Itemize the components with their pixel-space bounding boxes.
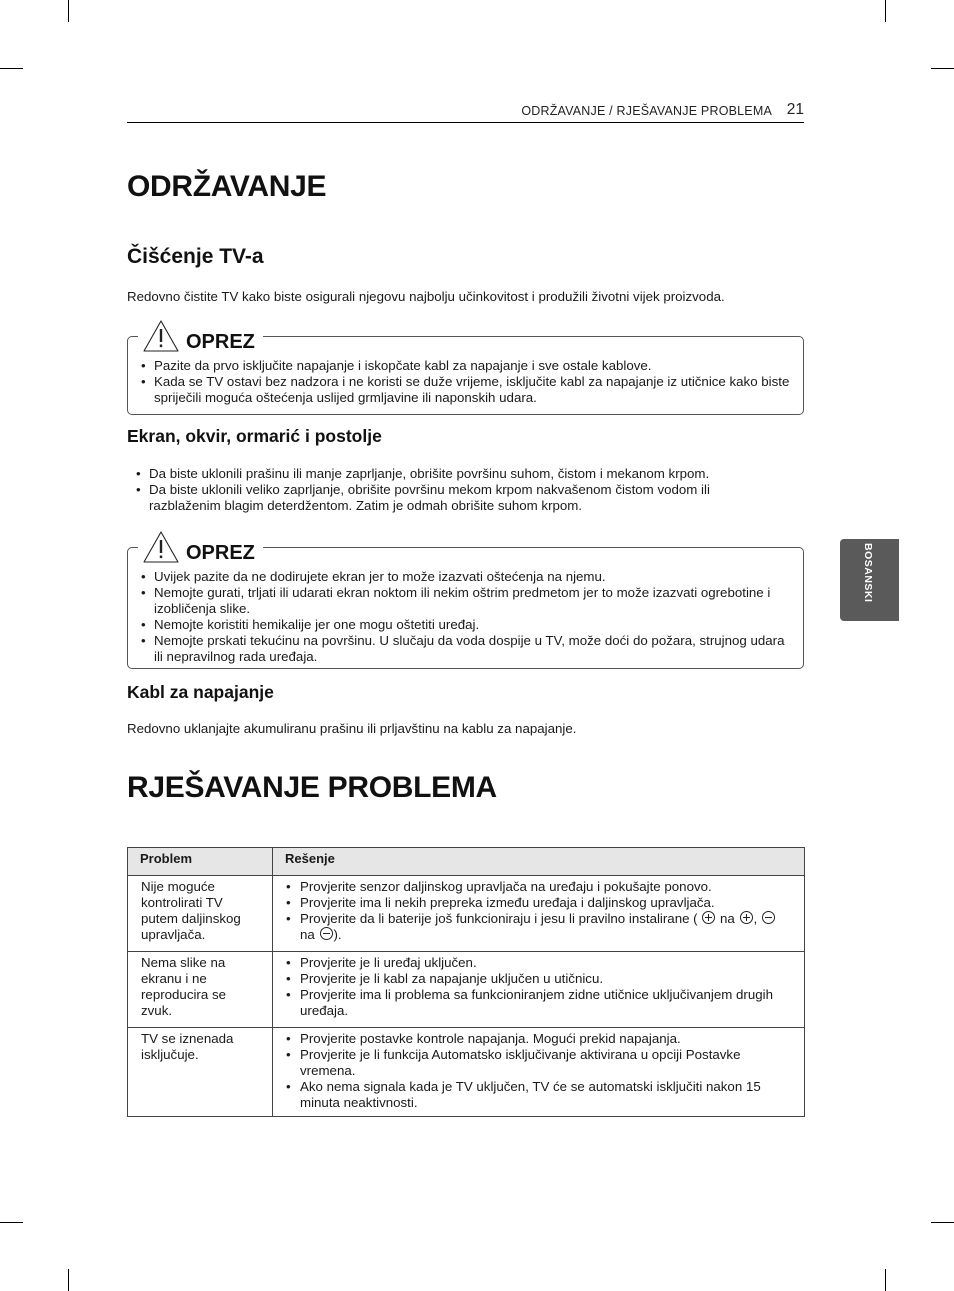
- column-header-solution: Rešenje: [273, 848, 805, 876]
- warning-icon: [142, 530, 180, 564]
- list-item: • Provjerite ima li problema sa funkcioniranjem zidne utičnice uključivanjem drugih uređaja.: [285, 987, 792, 1019]
- page-number: 21: [786, 101, 804, 118]
- table-header-row: [128, 848, 805, 876]
- battery-text: ,: [753, 911, 758, 926]
- list-item: • Provjerite je li funkcija Automatsko isključivanje aktivirana u opciji Postavke vremena.: [285, 1047, 792, 1079]
- list-item: • Pazite da prvo isključite napajanje i iskopčate kabl za napajanje i sve ostale kablove.: [140, 358, 793, 374]
- list-item: [285, 911, 792, 943]
- troubleshooting-table: [127, 847, 805, 1117]
- caution-box: [127, 542, 804, 669]
- problem-cell: Nije moguće kontrolirati TV putem daljinskog upravljača.: [128, 876, 273, 952]
- list-item: • Da biste uklonili prašinu ili manje zaprljanje, obrišite površinu suhom, čistom i mekanom krpom.: [135, 466, 775, 482]
- problem-cell: TV se iznenada isključuje.: [128, 1028, 273, 1117]
- list-item: • Da biste uklonili veliko zaprljanje, obrišite površinu mekom krpom nakvašenom čistom vodom ili razblaženim blagim deterdžentom. Zatim je odmah obrišite suhom krpom.: [135, 482, 775, 514]
- problem-cell: Nema slike na ekranu i ne reproducira se zvuk.: [128, 952, 273, 1028]
- crop-mark: [68, 1269, 69, 1291]
- screen-section-title: Ekran, okvir, ormarić i postolje: [127, 426, 382, 446]
- cleaning-intro: Redovno čistite TV kako biste osigurali njegovu najbolju učinkovitost i produžili životni vijek proizvoda.: [127, 289, 725, 304]
- power-cable-title: Kabl za napajanje: [127, 682, 274, 702]
- caution-header: [138, 530, 263, 564]
- power-cable-text: Redovno uklanjajte akumuliranu prašinu ili prljavštinu na kablu za napajanje.: [127, 721, 577, 736]
- list-item: • Provjerite je li uređaj uključen.: [285, 955, 792, 971]
- caution-title: OPREZ: [186, 542, 255, 564]
- solution-list: [285, 955, 792, 1019]
- crop-mark: [885, 1269, 886, 1291]
- caution-box: [127, 331, 804, 415]
- caution-list: [140, 358, 793, 406]
- solution-list: [285, 1031, 792, 1111]
- running-header: [127, 100, 804, 123]
- list-item: • Nemojte prskati tekućinu na površinu. U slučaju da voda dospije u TV, može doći do požara, strujnog udara ili nepravilnog rada uređaja.: [140, 633, 793, 665]
- list-item: • Nemojte gurati, trljati ili udarati ekran noktom ili nekim oštrim predmetom jer to može izazvati ogrebotine i izobličenja slike.: [140, 585, 793, 617]
- crop-mark: [0, 1222, 23, 1223]
- header-section-title: ODRŽAVANJE / RJEŠAVANJE PROBLEMA: [521, 104, 772, 118]
- solution-list: [285, 879, 792, 943]
- list-item: • Nemojte koristiti hemikalije jer one mogu oštetiti uređaj.: [140, 617, 793, 633]
- warning-icon: [142, 319, 180, 353]
- minus-terminal-icon: [762, 911, 775, 924]
- minus-terminal-icon: [320, 927, 333, 940]
- plus-terminal-icon: [702, 911, 715, 924]
- list-item: • Provjerite senzor daljinskog upravljača na uređaju i pokušajte ponovo.: [285, 879, 792, 895]
- screen-cleaning-list: [135, 466, 775, 514]
- crop-mark: [68, 0, 69, 22]
- battery-text: na: [720, 911, 735, 926]
- list-item: • Provjerite postavke kontrole napajanja. Mogući prekid napajanja.: [285, 1031, 792, 1047]
- solution-cell: [273, 876, 805, 952]
- battery-text: ).: [333, 927, 342, 942]
- cleaning-title: Čišćenje TV-a: [127, 245, 264, 268]
- caution-header: [138, 319, 263, 353]
- solution-cell: [273, 952, 805, 1028]
- table-row: [128, 876, 805, 952]
- language-side-tab: [840, 539, 899, 621]
- list-item: • Ako nema signala kada je TV uključen, TV će se automatski isključiti nakon 15 minuta neaktivnosti.: [285, 1079, 792, 1111]
- solution-cell: [273, 1028, 805, 1117]
- caution-title: OPREZ: [186, 331, 255, 353]
- table-row: [128, 1028, 805, 1117]
- maintenance-title: ODRŽAVANJE: [127, 170, 327, 203]
- battery-text: Provjerite da li baterije još funkcioniraju i jesu li pravilno instalirane (: [300, 911, 698, 926]
- crop-mark: [931, 1222, 954, 1223]
- crop-mark: [0, 68, 23, 69]
- list-item: • Uvijek pazite da ne dodirujete ekran jer to može izazvati oštećenja na njemu.: [140, 569, 793, 585]
- list-item: • Kada se TV ostavi bez nadzora i ne koristi se duže vrijeme, isključite kabl za napajanje iz utičnice kako biste spriječili moguća oštećenja uslijed grmljavine ili naponskih udara.: [140, 374, 793, 406]
- crop-mark: [931, 68, 954, 69]
- list-item: • Provjerite je li kabl za napajanje uključen u utičnicu.: [285, 971, 792, 987]
- caution-list: [140, 569, 793, 665]
- language-tab-label: BOSANSKI: [862, 543, 874, 603]
- crop-mark: [885, 0, 886, 22]
- troubleshooting-title: RJEŠAVANJE PROBLEMA: [127, 771, 497, 804]
- battery-text: na: [300, 927, 315, 942]
- plus-terminal-icon: [740, 911, 753, 924]
- list-item: • Provjerite ima li nekih prepreka između uređaja i daljinskog upravljača.: [285, 895, 792, 911]
- column-header-problem: Problem: [128, 848, 273, 876]
- table-row: [128, 952, 805, 1028]
